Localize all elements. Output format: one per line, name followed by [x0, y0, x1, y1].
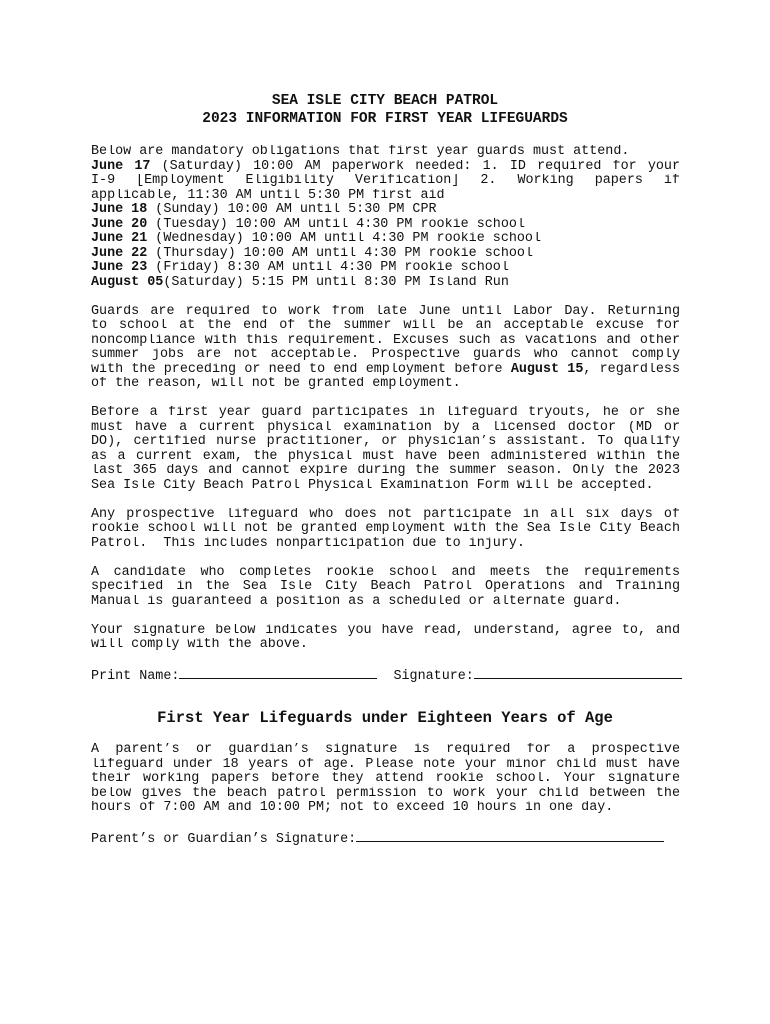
schedule-june20: [91, 218, 680, 233]
deadline-date: August 15: [510, 362, 584, 377]
paragraph-text: , regardless: [583, 362, 680, 377]
rookie-school-paragraph-line: Patrol. This includes nonparticipation due to injury.: [91, 536, 525, 551]
schedule-june17: [91, 160, 680, 175]
work-period-paragraph-line: noncompliance with this requirement. Excuses such as vacations and other: [91, 333, 680, 348]
guardian-signature-field[interactable]: [356, 830, 664, 842]
physical-paragraph-line: as a current exam, the physical must have been administered within the: [91, 449, 680, 464]
schedule-text: (Saturday) 10:00 AM paperwork needed: 1. ID required for your: [150, 159, 680, 174]
signature-row: [91, 667, 680, 682]
minors-section: [91, 743, 680, 845]
print-name-field[interactable]: [179, 667, 377, 679]
intro-text: Below are mandatory obligations that first year guards must attend.: [91, 145, 630, 159]
schedule-june17-cont: I-9 [Employment Eligibility Verification] 2. Working papers if: [91, 174, 680, 188]
work-period-paragraph-line: to school at the end of the summer will be an acceptable excuse for: [91, 319, 680, 333]
paragraph-text: with the preceding or need to end employment before: [91, 362, 511, 377]
work-period-paragraph-line: of the reason, will not be granted employment.: [91, 377, 461, 391]
schedule-text: (Wednesday) 10:00 AM until 4:30 PM rookie school: [147, 232, 541, 246]
minors-paragraph-line: hours of 7:00 AM and 10:00 PM; not to exceed 10 hours in one day.: [91, 801, 614, 815]
schedule-text: (Thursday) 10:00 AM until 4:30 PM rookie school: [147, 246, 533, 261]
schedule-text: (Sunday) 10:00 AM until 5:30 PM CPR: [147, 203, 437, 217]
physical-paragraph-line: last 365 days and cannot expire during the summer season. Only the 2023: [91, 464, 680, 478]
rookie-school-paragraph-line: rookie school will not be granted employment with the Sea Isle City Beach: [91, 522, 680, 536]
schedule-text: (Friday) 8:30 AM until 4:30 PM rookie school: [147, 261, 509, 275]
document-title: SEA ISLE CITY BEACH PATROL: [271, 93, 499, 109]
schedule-date: June 17: [91, 159, 151, 174]
signature-paragraph-line: will comply with the above.: [91, 638, 308, 652]
signature-label: Signature:: [393, 669, 474, 684]
minors-paragraph-line: below gives the beach patrol permission to work your child between the: [91, 786, 680, 801]
minors-paragraph-line: their working papers before they attend rookie school. Your signature: [91, 772, 680, 786]
schedule-text: (Tuesday) 10:00 AM until 4:30 PM rookie school: [147, 217, 525, 232]
guardian-signature-label: Parent’s or Guardian’s Signature:: [91, 832, 357, 847]
document-body: [91, 145, 680, 682]
physical-paragraph-line: DO), certified nurse practitioner, or physician’s assistant. To qualify: [91, 435, 680, 449]
minors-heading: First Year Lifeguards under Eighteen Years of Age: [157, 709, 613, 727]
candidate-paragraph-line: A candidate who completes rookie school and meets the requirements: [91, 565, 680, 580]
schedule-aug05: [91, 276, 680, 291]
schedule-date: June 22: [91, 246, 148, 261]
candidate-paragraph-line: Manual is guaranteed a position as a scheduled or alternate guard.: [91, 594, 622, 609]
guardian-signature-row: [91, 830, 680, 845]
schedule-date: August 05: [91, 275, 164, 290]
schedule-date: June 21: [91, 232, 148, 246]
schedule-date: June 20: [91, 217, 148, 232]
physical-paragraph-line: Before a first year guard participates in lifeguard tryouts, he or she: [91, 406, 680, 420]
work-period-paragraph-line: [91, 363, 680, 378]
minors-paragraph-line: lifeguard under 18 years of age. Please note your minor child must have: [91, 757, 680, 772]
schedule-date: June 23: [91, 261, 148, 275]
rookie-school-paragraph-line: Any prospective lifeguard who does not participate in all six days of: [91, 507, 680, 522]
schedule-june23: [91, 261, 680, 276]
physical-paragraph-line: must have a current physical examination by a licensed doctor (MD or: [91, 420, 680, 435]
document-subtitle: 2023 INFORMATION FOR FIRST YEAR LIFEGUARDS: [202, 111, 568, 127]
schedule-text: (Saturday) 5:15 PM until 8:30 PM Island Run: [163, 275, 509, 290]
schedule-june18: [91, 203, 680, 218]
schedule-june22: [91, 247, 680, 262]
schedule-date: June 18: [91, 203, 148, 217]
signature-field[interactable]: [474, 667, 682, 679]
physical-paragraph-line: Sea Isle City Beach Patrol Physical Examination Form will be accepted.: [91, 478, 654, 493]
schedule-june17-cont: applicable, 11:30 AM until 5:30 PM first aid: [91, 188, 445, 203]
schedule-june21: [91, 232, 680, 247]
signature-paragraph-line: Your signature below indicates you have read, understand, agree to, and: [91, 623, 680, 638]
work-period-paragraph-line: Guards are required to work from late June until Labor Day. Returning: [91, 304, 680, 319]
work-period-paragraph-line: summer jobs are not acceptable. Prospective guards who cannot comply: [91, 348, 680, 362]
print-name-label: Print Name:: [91, 669, 180, 684]
minors-paragraph-line: A parent’s or guardian’s signature is required for a prospective: [91, 743, 680, 757]
candidate-paragraph-line: specified in the Sea Isle City Beach Patrol Operations and Training: [91, 580, 680, 594]
